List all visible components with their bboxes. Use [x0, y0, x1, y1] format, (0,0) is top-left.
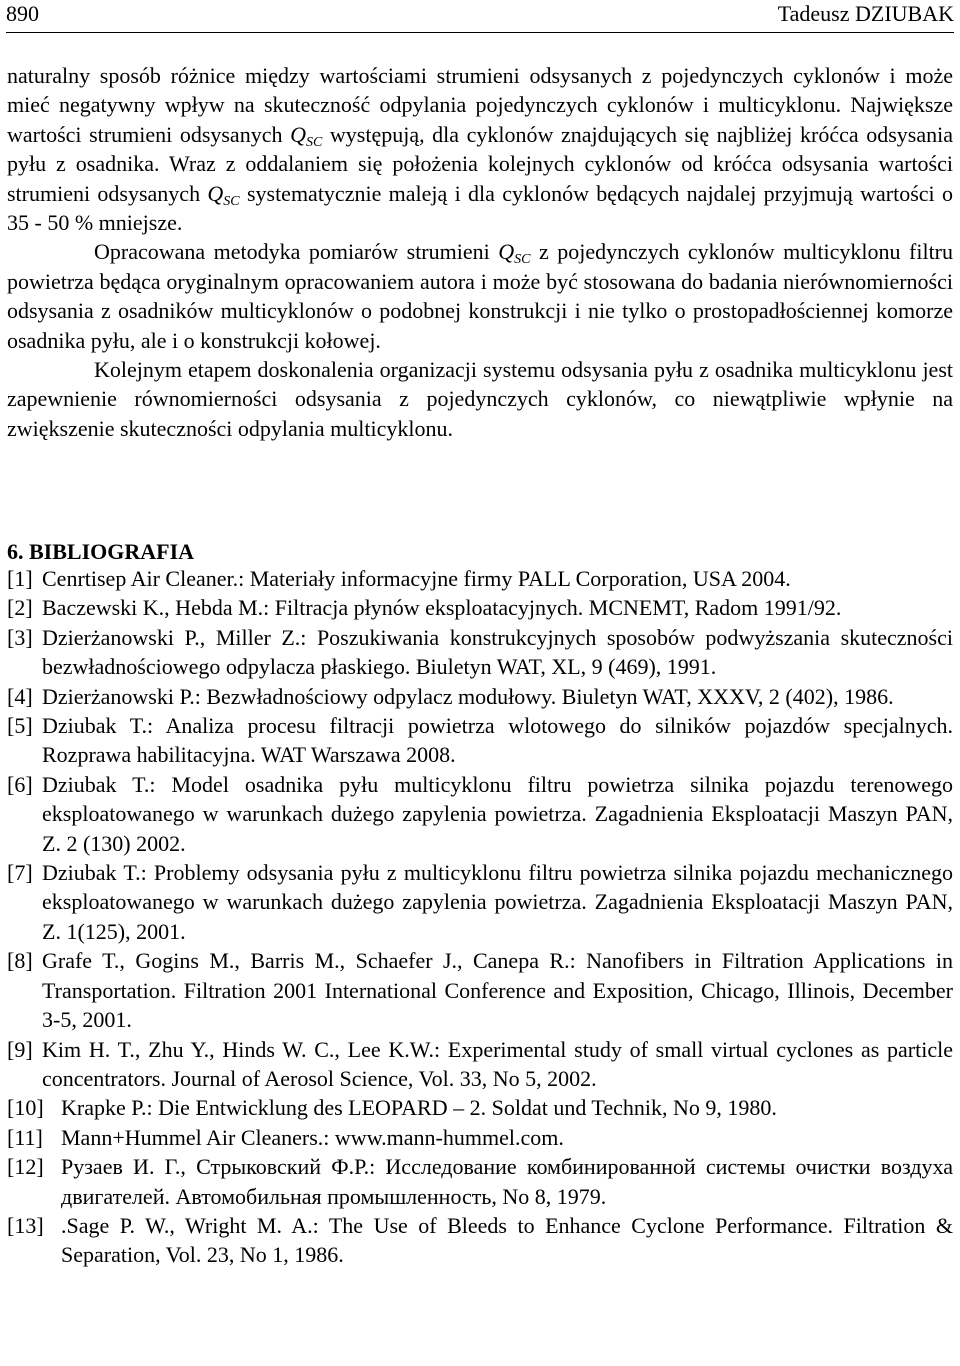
reference-label: [4]: [7, 683, 33, 709]
header-rule: [6, 32, 954, 33]
reference-item: [7, 1035, 953, 1094]
bibliography-heading: 6. BIBLIOGRAFIA: [7, 539, 195, 564]
reference-text: Cenrtisep Air Cleaner.: Materiały informacyjne firmy PALL Corporation, USA 2004.: [42, 566, 791, 591]
reference-label: [10]: [7, 1095, 44, 1121]
reference-text: Рузаев И. Г., Стрыковский Ф.Р.: Исследование комбинированной системы очистки воздуха двигателей. Автомобильная промышленность, No 8, 1979.: [61, 1154, 953, 1209]
reference-label: [8]: [7, 948, 33, 974]
q-sc-symbol: $Q_{SC}$: [290, 121, 323, 150]
reference-text: Kim H. T., Zhu Y., Hinds W. C., Lee K.W.: Experimental study of small virtual cyclones as particle concentrators. Journal of Aerosol Science, Vol. 33, No 5, 2002.: [42, 1036, 953, 1091]
reference-item: [7, 946, 953, 1034]
paragraph-3: Kolejnym etapem doskonalenia organizacji systemu odsysania pyłu z osadnika multicyklonu jest zapewnienie równomierności odsysania z pojedynczych cyklonów, co niewątpliwie wpłynie na zwiększenie skuteczności odpylania multicyklonu.: [7, 357, 953, 441]
paragraph-2: Opracowana metodyka pomiarów strumieni $Q_{SC}$ z pojedynczych cyklonów multicyklonu filtru powietrza będąca oryginalnym opracowaniem autora i może być stosowana do badania nierównomierności odsysania z osadników multicyklonów o podobnej konstrukcji i nie tylko o prostopadłościennej komorze osadnika pyłu, ale i o konstrukcji kołowej.: [7, 239, 954, 353]
page-number: 890: [6, 1, 39, 26]
body-text: [7, 61, 953, 443]
reference-text: Dzierżanowski P.: Bezwładnościowy odpylacz modułowy. Biuletyn WAT, XXXV, 2 (402), 1986.: [42, 683, 894, 709]
reference-item: [7, 858, 953, 946]
reference-item: [7, 770, 953, 858]
reference-item: [7, 623, 953, 682]
running-author: Tadeusz DZIUBAK: [777, 1, 954, 26]
bibliography-list: [7, 564, 953, 1270]
q-sc-symbol: $Q_{SC}$: [498, 239, 531, 268]
paragraph-1: naturalny sposób różnice między wartościami strumieni odsysanych z pojedynczych cyklonów i może mieć negatywny wpływ na skuteczność odpylania pojedynczych cyklonów i multicyklonu. Największe wartości strumieni odsysanych $Q_{SC}$ występują, dla cyklonów znajdujących się najbliżej króćca odsysania pyłu z osadnika. Wraz z oddalaniem się położenia kolejnych cyklonów od króćca odsysania wartości strumieni odsysanych $Q_{SC}$ systematycznie maleją i dla cyklonów będących najdalej przyjmują wartości o 35 - 50 % mniejsze.: [7, 63, 953, 236]
reference-label: [12]: [7, 1154, 44, 1180]
reference-label: [2]: [7, 595, 33, 621]
page-header: [6, 0, 954, 32]
reference-item: [7, 682, 953, 711]
reference-text: Mann+Hummel Air Cleaners.: www.mann-hummel.com.: [61, 1124, 564, 1150]
reference-item: [7, 1093, 953, 1122]
reference-text: Krapke P.: Die Entwicklung des LEOPARD – 2. Soldat und Technik, No 9, 1980.: [61, 1095, 777, 1121]
reference-item: [7, 1123, 953, 1152]
reference-label: [5]: [7, 713, 33, 739]
reference-label: [3]: [7, 624, 33, 650]
reference-item: [7, 1152, 953, 1211]
reference-label: [6]: [7, 771, 33, 797]
reference-text: Baczewski K., Hebda M.: Filtracja płynów eksploatacyjnych. MCNEMT, Radom 1991/92.: [42, 595, 842, 621]
reference-text: Dzierżanowski P., Miller Z.: Poszukiwania konstrukcyjnych sposobów podwyższania skuteczności bezwładnościowego odpylacza płaskiego. Biuletyn WAT, XL, 9 (469), 1991.: [42, 624, 953, 680]
reference-text: Dziubak T.: Analiza procesu filtracji powietrza wlotowego do silników pojazdów specjalnych. Rozprawa habilitacyjna. WAT Warszawa 2008.: [42, 713, 953, 768]
reference-text: .Sage P. W., Wright M. A.: The Use of Bleeds to Enhance Cyclone Performance. Filtration & Separation, Vol. 23, No 1, 1986.: [61, 1212, 953, 1268]
reference-label: [11]: [7, 1124, 43, 1150]
reference-label: [9]: [7, 1036, 33, 1062]
reference-item: [7, 593, 953, 622]
reference-item: [7, 711, 953, 770]
reference-text: Grafe T., Gogins M., Barris M., Schaefer J., Canepa R.: Nanofibers in Filtration Applications in Transportation. Filtration 2001 International Conference and Exposition, Chicago, Illinois, December 3-5, 2001.: [42, 948, 953, 1033]
reference-text: Dziubak T.: Problemy odsysania pyłu z multicyklonu filtru powietrza silnika pojazdu mechanicznego eksploatowanego w warunkach dużego zapylenia powietrza. Zagadnienia Eksploatacji Maszyn PAN, Z. 1(125), 2001.: [42, 860, 953, 944]
reference-text: Dziubak T.: Model osadnika pyłu multicyklonu filtru powietrza silnika pojazdu terenowego eksploatowanego w warunkach dużego zapylenia powietrza. Zagadnienia Eksploatacji Maszyn PAN, Z. 2 (130) 2002.: [42, 771, 953, 856]
q-sc-symbol: $Q_{SC}$: [207, 180, 240, 209]
reference-label: [1]: [7, 566, 33, 591]
reference-label: [13]: [7, 1212, 44, 1238]
reference-item: [7, 1211, 953, 1270]
reference-label: [7]: [7, 860, 33, 886]
reference-item: [7, 564, 953, 593]
